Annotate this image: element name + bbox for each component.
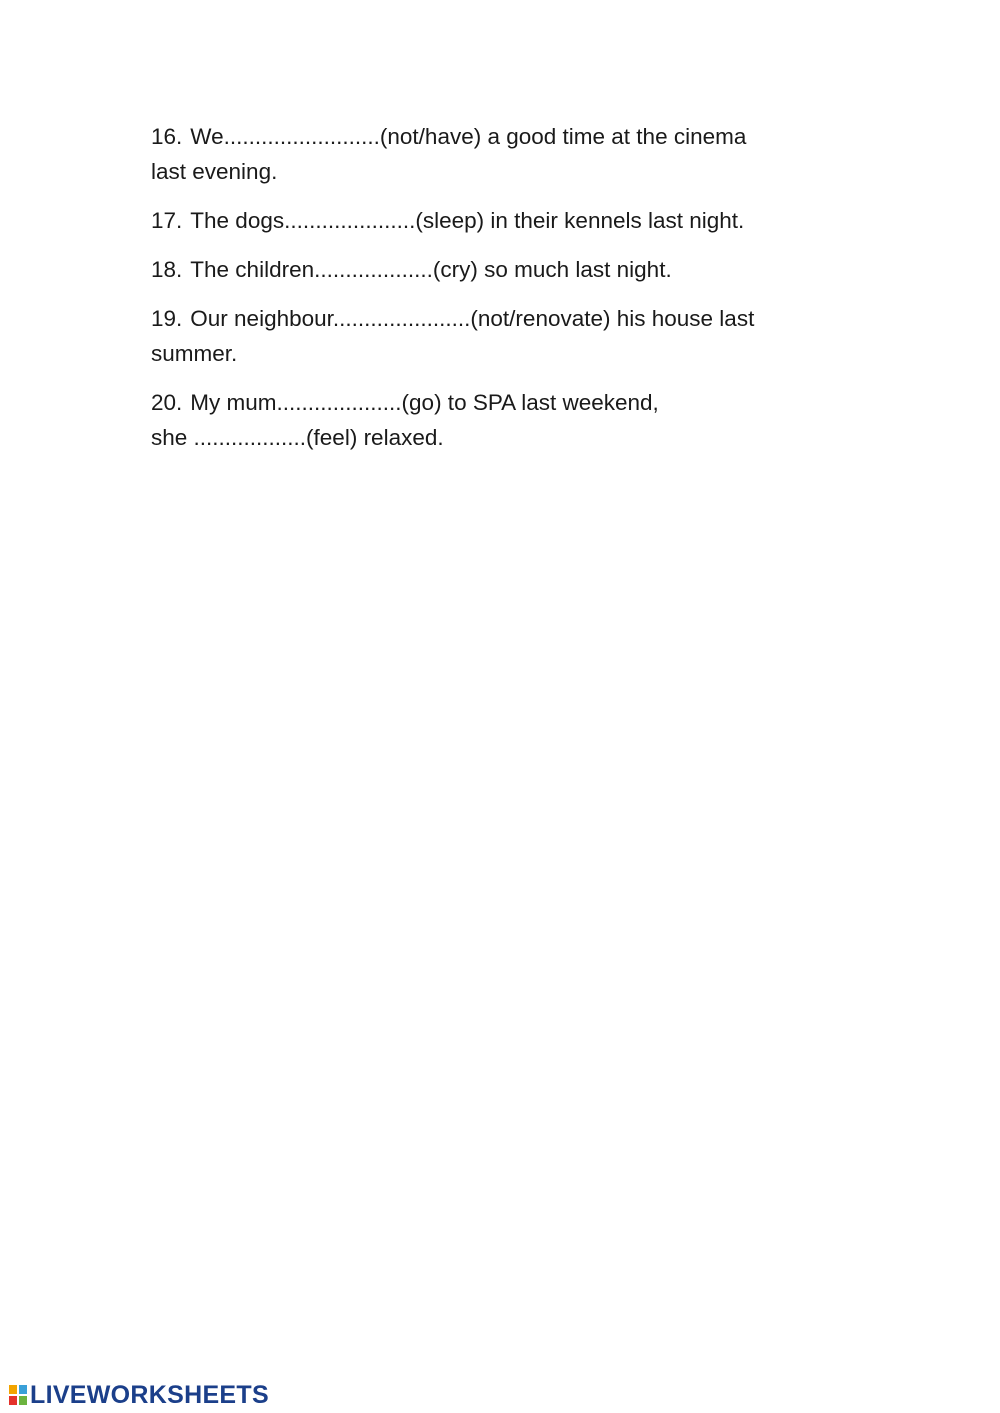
item-text-line: she ..................(feel) relaxed. [151,425,444,450]
item-text-line: The children...................(cry) so much last night. [190,257,672,282]
item-number: 20. [151,390,183,415]
item-text-line: My mum....................(go) to SPA last weekend, [190,390,659,415]
exercise-item-18 [151,252,851,287]
exercise-item-19 [151,301,851,371]
liveworksheets-logo [8,1381,269,1409]
item-text-line: summer. [151,341,238,366]
logo-square [8,1395,18,1406]
item-text-line: We.........................(not/have) a good time at the cinema [190,124,747,149]
exercise-item-17 [151,203,851,238]
item-number: 16. [151,124,183,149]
item-text-line: last evening. [151,159,278,184]
item-number: 18. [151,257,183,282]
item-number: 17. [151,208,183,233]
item-text-line: The dogs.....................(sleep) in their kennels last night. [190,208,745,233]
logo-square [18,1395,28,1406]
item-number: 19. [151,306,183,331]
worksheet-content [151,119,851,469]
logo-text: LIVEWORKSHEETS [30,1381,269,1409]
logo-square [18,1384,28,1395]
exercise-item-16 [151,119,851,189]
exercise-item-20 [151,385,851,455]
liveworksheets-logo-icon [8,1384,28,1406]
item-text-line: Our neighbour......................(not/renovate) his house last [190,306,755,331]
logo-square [8,1384,18,1395]
